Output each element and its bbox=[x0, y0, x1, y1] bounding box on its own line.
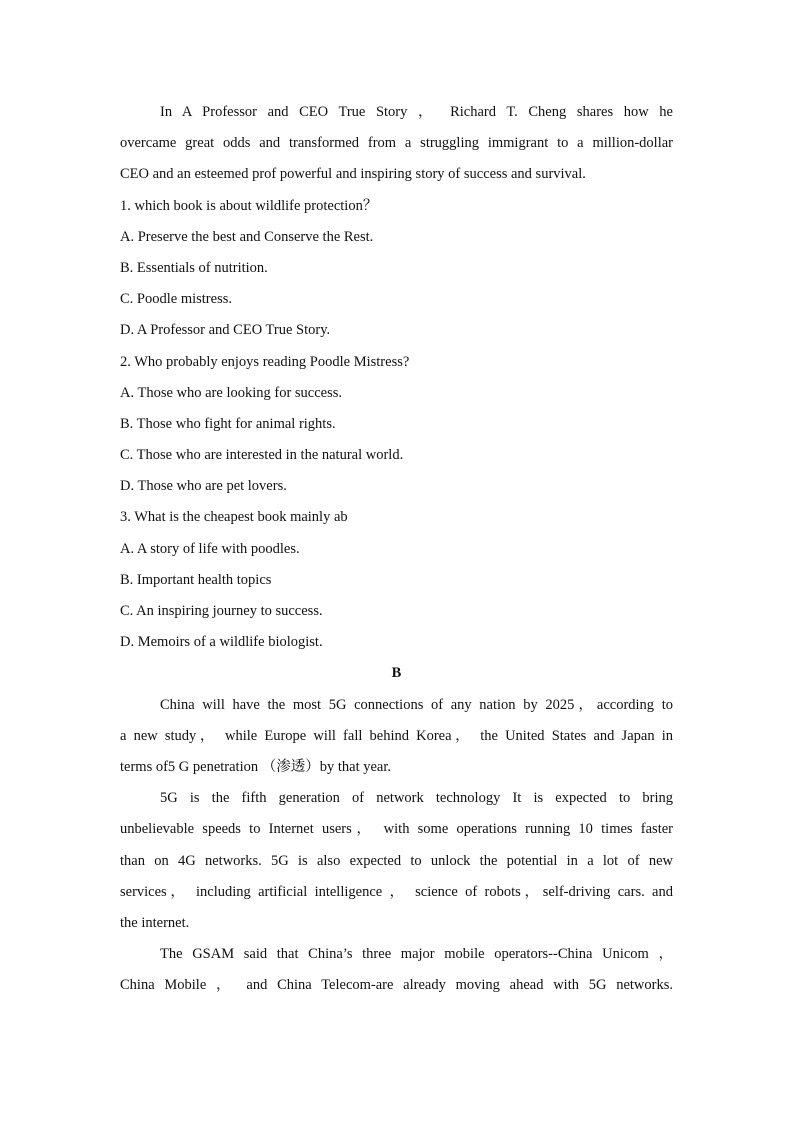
answer-option: C. An inspiring journey to success. bbox=[120, 603, 323, 619]
text-line: The GSAM said that China’s three major mobile operators--China Unicom ， bbox=[160, 946, 673, 963]
answer-option: A. Those who are looking for success. bbox=[120, 384, 343, 401]
text-line: than on 4G networks. 5G is also expected to unlock the potential in a lot of new bbox=[120, 852, 673, 869]
section-b-paragraph-3 bbox=[120, 939, 673, 1001]
text-line: services， including artificial intelligence ， science of robots，self-driving cars. and bbox=[120, 883, 673, 900]
answer-option: D. Memoirs of a wildlife biologist. bbox=[120, 634, 323, 651]
answer-option: B. Those who fight for animal rights. bbox=[120, 415, 336, 432]
text-line: 5G is the fifth generation of network technology It is expected to bring bbox=[160, 790, 673, 807]
answer-option: B. Important health topics bbox=[120, 571, 272, 588]
text-line: In A Professor and CEO True Story ， Richard T. Cheng shares how he bbox=[160, 104, 673, 120]
text-line: terms of5 G penetration （渗透）by that year. bbox=[120, 758, 392, 775]
question-2 bbox=[120, 347, 673, 503]
text-line: the internet. bbox=[120, 914, 190, 931]
answer-option: A. A story of life with poodles. bbox=[120, 540, 300, 557]
text-line: China Mobile ， and China Telecom-are already moving ahead with 5G networks. bbox=[120, 977, 673, 994]
passage-a-tail-paragraph bbox=[120, 97, 673, 191]
answer-option: C. Poodle mistress. bbox=[120, 291, 232, 308]
text-line: CEO and an esteemed prof powerful and inspiring story of success and survival. bbox=[120, 166, 586, 183]
answer-option: D. Those who are pet lovers. bbox=[120, 478, 287, 495]
question-3 bbox=[120, 502, 673, 658]
text-line: China will have the most 5G connections of any nation by 2025，according to bbox=[160, 696, 673, 713]
question-1 bbox=[120, 191, 673, 347]
section-b-paragraph-2 bbox=[120, 783, 673, 939]
question-stem: 1. which book is about wildlife protection？ bbox=[120, 197, 378, 214]
document-body bbox=[120, 97, 673, 1001]
text-line: unbelievable speeds to Internet users， with some operations running 10 times faster bbox=[120, 821, 673, 838]
answer-option: B. Essentials of nutrition. bbox=[120, 259, 268, 276]
answer-option: D. A Professor and CEO True Story. bbox=[120, 322, 331, 339]
text-line: overcame great odds and transformed from a struggling immigrant to a million-dollar bbox=[120, 135, 673, 152]
section-b-paragraph-1 bbox=[120, 690, 673, 784]
question-stem: 2. Who probably enjoys reading Poodle Mistress? bbox=[120, 353, 410, 370]
answer-option: A. Preserve the best and Conserve the Rest. bbox=[120, 228, 374, 245]
section-heading: B bbox=[391, 665, 402, 682]
question-stem: 3. What is the cheapest book mainly ab bbox=[120, 509, 348, 526]
answer-option: C. Those who are interested in the natural world. bbox=[120, 447, 404, 464]
text-line: a new study， while Europe will fall behind Korea， the United States and Japan in bbox=[120, 727, 673, 744]
